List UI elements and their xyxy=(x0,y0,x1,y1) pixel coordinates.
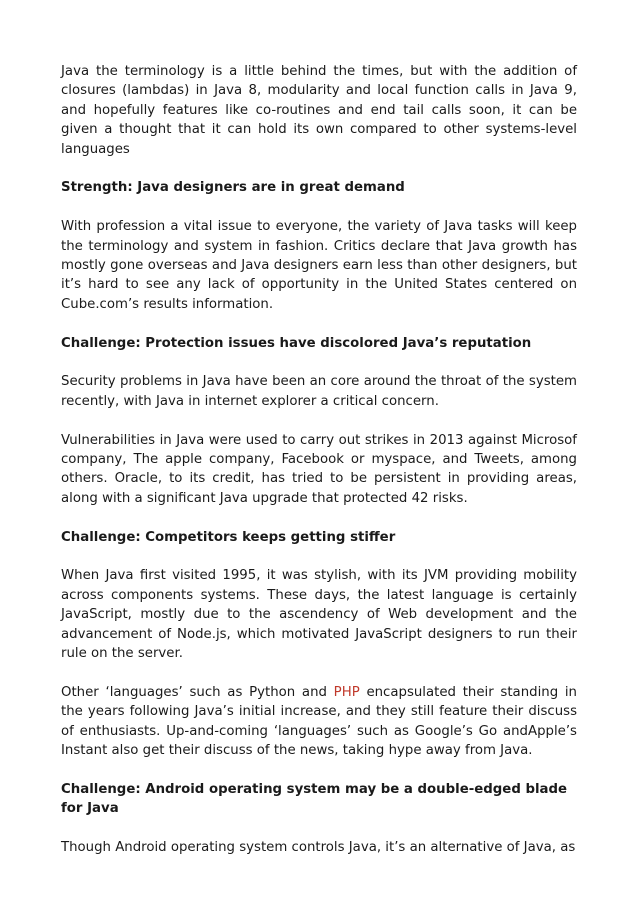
paragraph-android: Though Android operating system controls Java, it’s an alternative of Java, as xyxy=(61,840,576,856)
document-page xyxy=(61,62,577,877)
php-link[interactable]: PHP xyxy=(333,684,360,700)
paragraph-other-languages xyxy=(61,683,577,761)
paragraph-vulnerabilities: Vulnerabilities in Java were used to carry out strikes in 2013 against Microsof company, The apple company, Facebook or myspace, and Tweets, among others. Oracle, to its credit, has tried to be persistent in providing areas, along with a significant Java upgrade that protected 42 risks. xyxy=(61,432,577,506)
paragraph-security-problems: Security problems in Java have been an core around the throat of the system recently, with Java in internet explorer a critical concern. xyxy=(61,374,577,409)
paragraph-other-languages-start: Other ‘languages’ such as Python and xyxy=(61,684,334,700)
heading-challenge-competitors: Challenge: Competitors keeps getting stiffer xyxy=(61,529,396,545)
paragraph-java-demand: With profession a vital issue to everyone, the variety of Java tasks will keep the terminology and system in fashion. Critics declare that Java growth has mostly gone overseas and Java designers earn less than other designers, but it’s hard to see any lack of opportunity in the United States centered on Cube.com’s results information. xyxy=(61,219,577,312)
heading-strength-demand: Strength: Java designers are in great demand xyxy=(61,180,405,196)
paragraph-java-history: When Java first visited 1995, it was stylish, with its JVM providing mobility across components systems. These days, the latest language is certainly JavaScript, mostly due to the ascendency of Web development and the advancement of Node.js, which motivated JavaScript designers to run their rule on the server. xyxy=(61,568,577,662)
heading-challenge-protection: Challenge: Protection issues have discolored Java’s reputation xyxy=(61,335,532,351)
heading-challenge-android: Challenge: Android operating system may be a double-edged blade for Java xyxy=(61,781,568,817)
paragraph-other-languages-end: encapsulated their standing in the years following Java’s initial increase, and they still feature their discuss of enthusiasts. Up-and-coming ‘languages’ such as Google’s Go andApple’s Instant also get their discuss of the news, taking hype away from Java. xyxy=(61,684,577,759)
paragraph-java-terminology: Java the terminology is a little behind the times, but with the addition of closures (lambdas) in Java 8, modularity and local function calls in Java 9, and hopefully features like co-routines and end tail calls soon, it can be given a thought that it can hold its own compared to other systems-level languages xyxy=(61,64,577,157)
